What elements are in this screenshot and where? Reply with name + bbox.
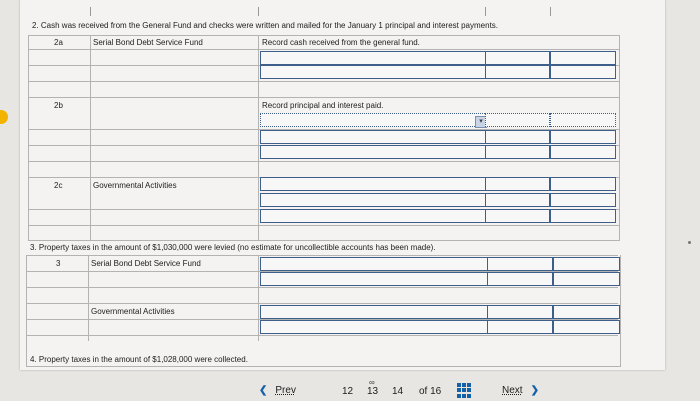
debit-input[interactable]	[485, 130, 550, 144]
entry-description: Record cash received from the general fund.	[262, 38, 420, 47]
entry-description: Record principal and interest paid.	[262, 101, 384, 110]
entry-id: 2b	[54, 101, 63, 110]
debit-input[interactable]	[485, 209, 550, 223]
divider	[258, 255, 259, 341]
entry-id: 2c	[54, 181, 63, 190]
fund-label: Serial Bond Debt Service Fund	[93, 38, 203, 47]
page-link-14[interactable]: 14	[392, 386, 404, 397]
question-3-text: 3. Property taxes in the amount of $1,030,000 were levied (no estimate for uncollectible accounts has been made).	[30, 243, 436, 252]
fund-label: Serial Bond Debt Service Fund	[91, 259, 201, 268]
divider	[619, 35, 620, 240]
account-select[interactable]	[260, 177, 487, 191]
debit-input[interactable]	[485, 193, 550, 207]
tick	[258, 7, 259, 16]
credit-input[interactable]	[550, 145, 616, 159]
pagination-bar	[0, 378, 700, 401]
next-button[interactable]	[502, 385, 539, 396]
divider	[26, 255, 27, 341]
debit-input[interactable]	[487, 272, 553, 286]
prev-button[interactable]	[259, 385, 296, 396]
tick	[90, 7, 91, 16]
divider	[620, 255, 621, 341]
account-select[interactable]	[260, 193, 487, 207]
question-2-text: 2. Cash was received from the General Fund and checks were written and mailed for the January 1 principal and interest payments.	[32, 21, 499, 30]
debit-input[interactable]	[485, 177, 550, 191]
account-select[interactable]	[260, 130, 487, 144]
account-select[interactable]	[260, 113, 487, 127]
side-tab	[0, 110, 8, 124]
divider	[90, 35, 91, 240]
table-row	[28, 161, 620, 162]
chevron-left-icon: ❮	[259, 385, 268, 396]
account-select[interactable]	[260, 65, 487, 79]
prev-label: Prev	[275, 385, 296, 396]
account-select[interactable]	[260, 320, 489, 334]
next-label: Next	[502, 385, 523, 396]
table-row	[28, 81, 620, 82]
link-icon: ∞	[369, 378, 375, 387]
account-select[interactable]	[260, 257, 489, 271]
table-row	[28, 97, 620, 98]
dropdown-arrow-icon[interactable]: ▾	[475, 116, 487, 128]
table-row	[28, 49, 620, 50]
debit-input[interactable]	[487, 257, 553, 271]
question-4-text: 4. Property taxes in the amount of $1,028,000 were collected.	[30, 355, 248, 364]
table-row	[26, 303, 618, 304]
table-row	[28, 240, 620, 241]
entry-id: 3	[56, 259, 61, 268]
tick	[485, 7, 486, 16]
account-select[interactable]	[260, 272, 489, 286]
table-row	[26, 255, 618, 256]
divider	[88, 255, 89, 341]
credit-input[interactable]	[553, 320, 620, 334]
decorative-dot	[688, 241, 691, 244]
debit-input[interactable]	[485, 113, 550, 127]
divider	[28, 35, 29, 240]
account-select[interactable]	[260, 51, 487, 65]
account-select[interactable]	[260, 305, 489, 319]
credit-input[interactable]	[550, 130, 616, 144]
chevron-right-icon: ❯	[530, 385, 539, 396]
fund-label: Governmental Activities	[91, 307, 175, 316]
entry-id: 2a	[54, 38, 63, 47]
credit-input[interactable]	[553, 257, 620, 271]
credit-input[interactable]	[550, 209, 616, 223]
page-link-13[interactable]: 13	[367, 386, 379, 397]
table-row	[26, 335, 618, 336]
divider	[258, 35, 259, 240]
table-row	[28, 225, 620, 226]
page-link-12[interactable]: 12	[342, 386, 354, 397]
credit-input[interactable]	[550, 65, 616, 79]
worksheet	[20, 0, 665, 370]
grid-icon[interactable]	[457, 383, 472, 398]
account-select[interactable]	[260, 145, 487, 159]
debit-input[interactable]	[485, 145, 550, 159]
page-count: of 16	[419, 386, 442, 397]
divider	[26, 366, 621, 367]
debit-input[interactable]	[485, 65, 550, 79]
credit-input[interactable]	[550, 177, 616, 191]
credit-input[interactable]	[550, 193, 616, 207]
debit-input[interactable]	[487, 320, 553, 334]
fund-label: Governmental Activities	[93, 181, 177, 190]
debit-input[interactable]	[487, 305, 553, 319]
credit-input[interactable]	[550, 113, 616, 127]
debit-input[interactable]	[485, 51, 550, 65]
divider	[620, 341, 621, 367]
table-row	[26, 287, 618, 288]
divider	[26, 341, 27, 367]
credit-input[interactable]	[553, 272, 620, 286]
account-select[interactable]	[260, 209, 487, 223]
credit-input[interactable]	[550, 51, 616, 65]
tick	[550, 7, 551, 16]
credit-input[interactable]	[553, 305, 620, 319]
